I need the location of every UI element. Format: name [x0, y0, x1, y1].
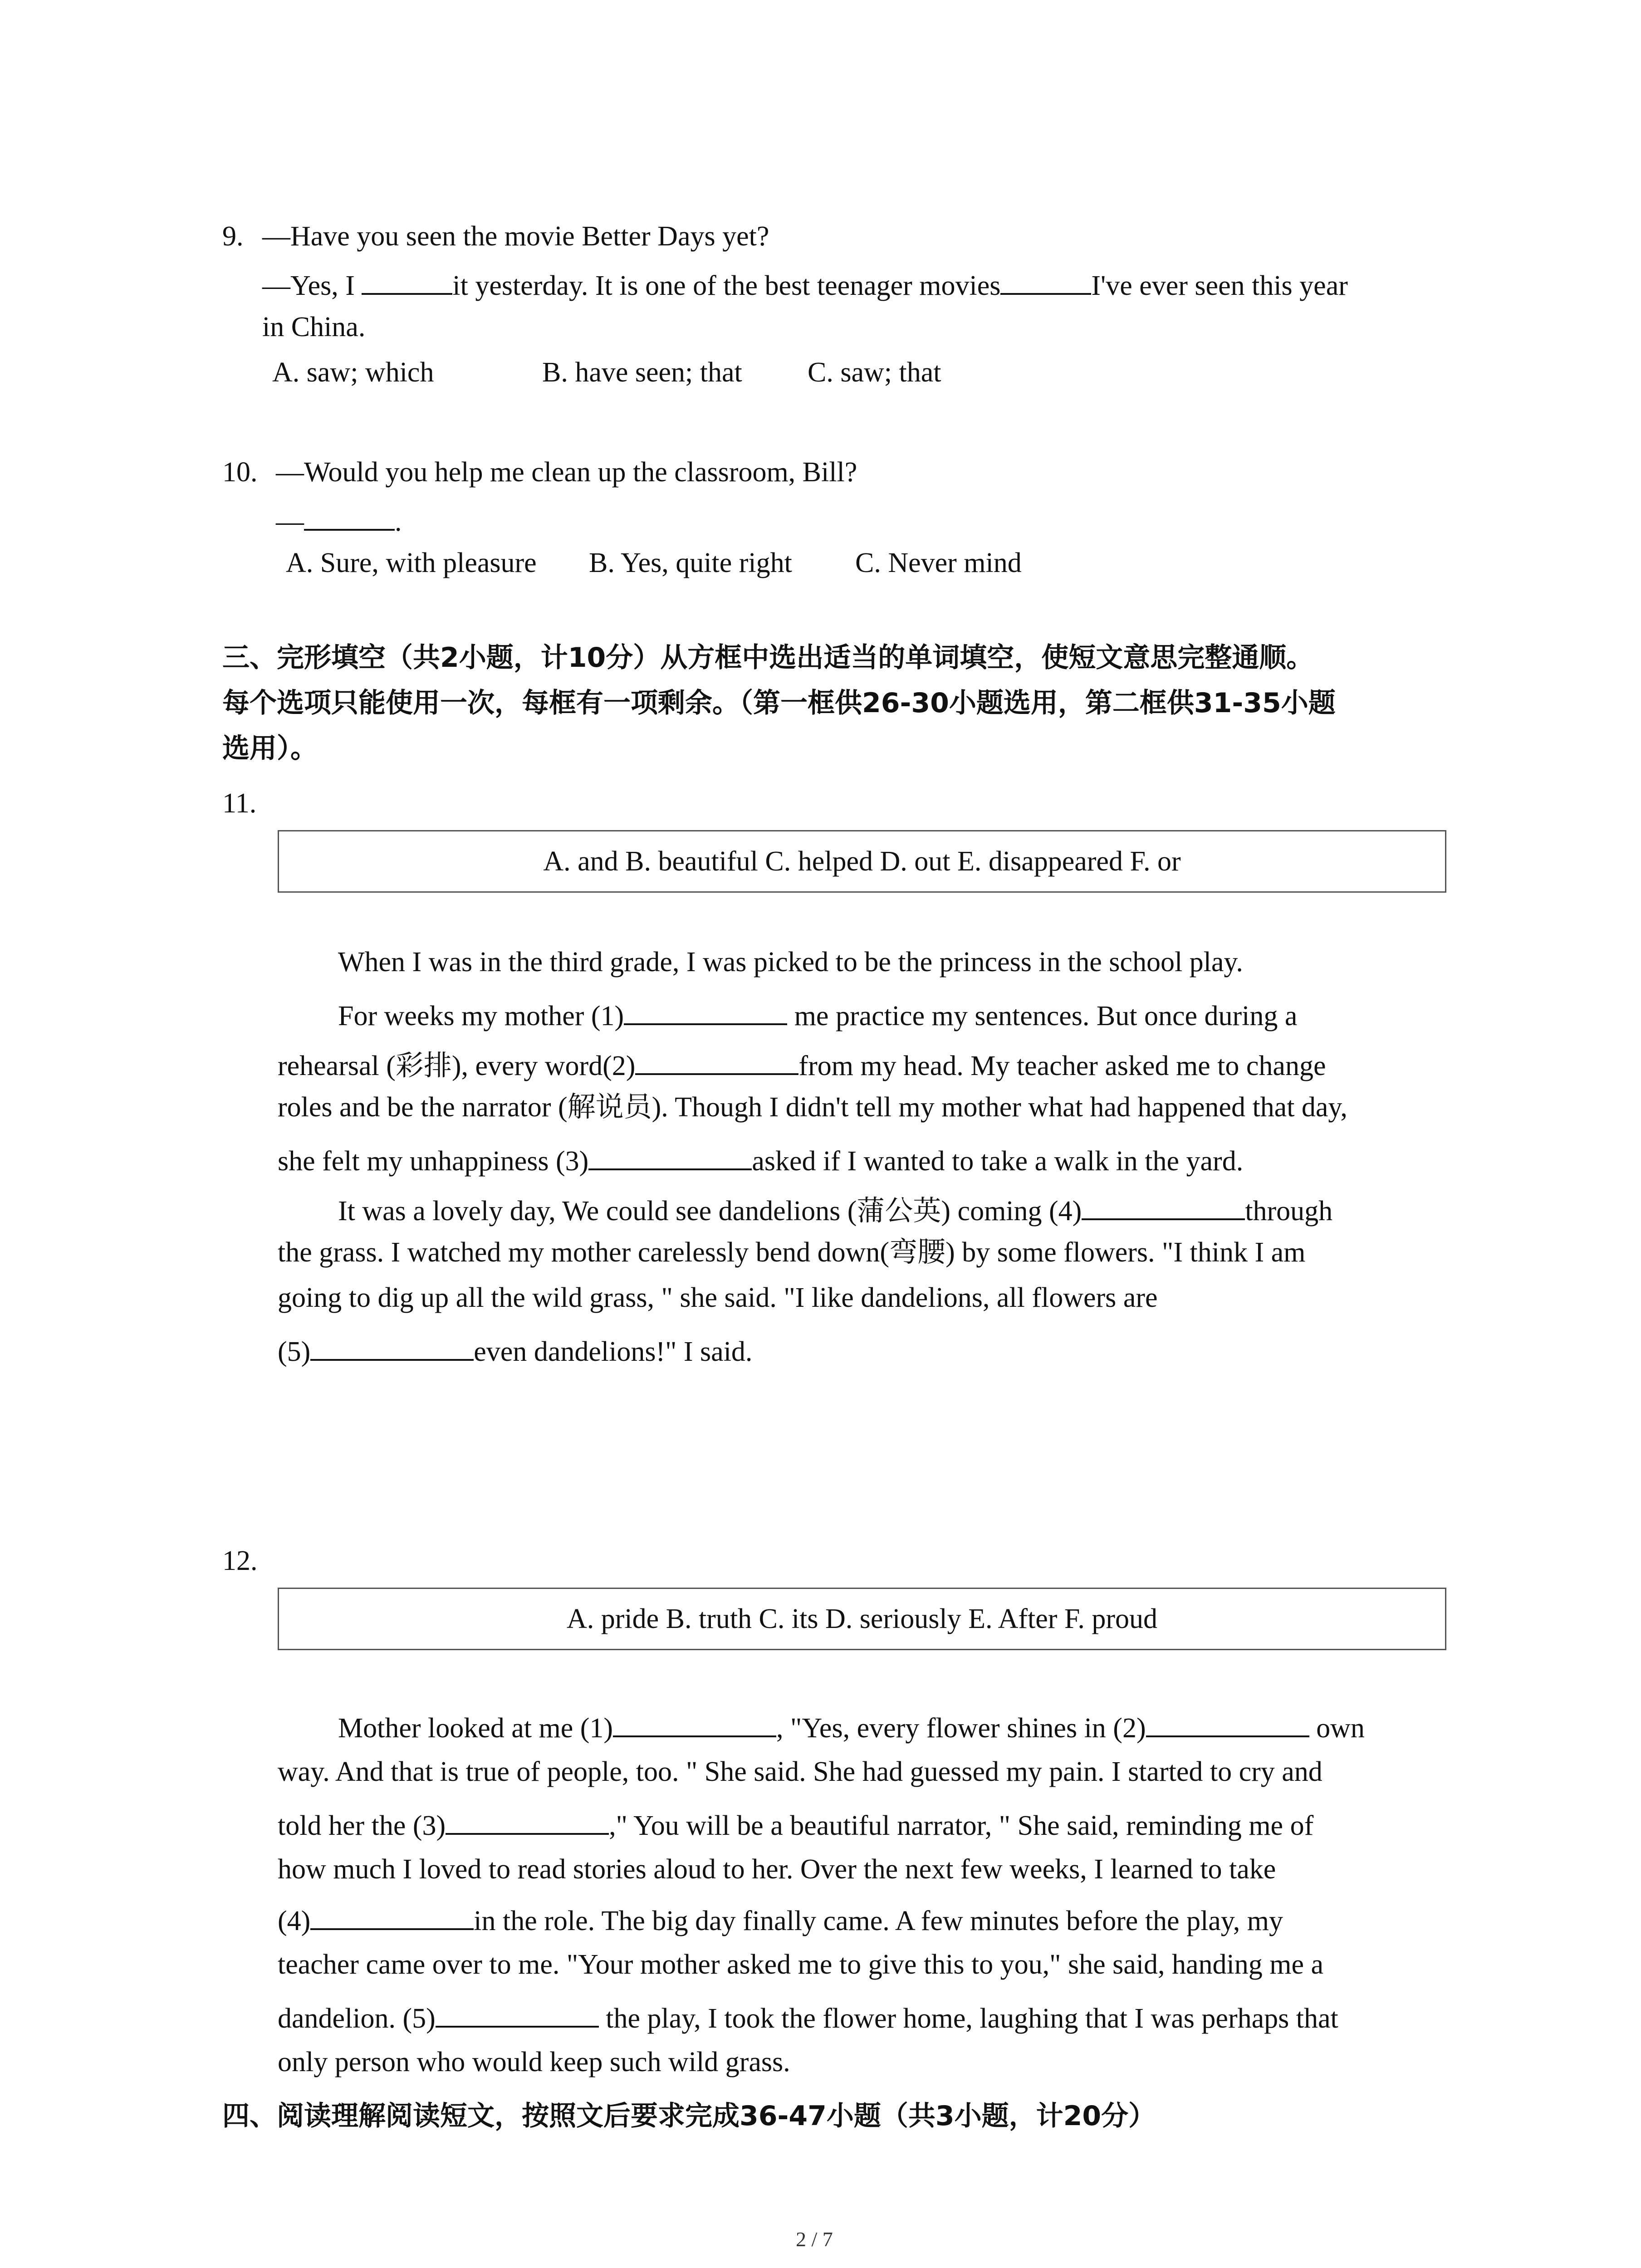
q11-p9-part-a: (5): [278, 1336, 311, 1367]
q10-option-b: B. Yes, quite right: [589, 547, 792, 578]
q11-p5: [278, 1143, 1243, 1175]
q9-line2: [262, 268, 1348, 300]
q9-number: 9.: [222, 221, 244, 252]
answer-blank: [1146, 1710, 1309, 1737]
answer-blank: [635, 1048, 798, 1075]
q11-p9: [278, 1334, 752, 1366]
q12-p4: how much I loved to read stories aloud to her. Over the next few weeks, I learned to take: [278, 1854, 1276, 1885]
q11-p2: [338, 998, 1297, 1030]
q12-p5-part-b: in the role. The big day finally came. A few minutes before the play, my: [474, 1905, 1283, 1936]
q10-option-c: C. Never mind: [855, 547, 1022, 578]
q11-word-box: [278, 830, 1446, 893]
q11-p5-part-b: asked if I wanted to take a walk in the yard.: [752, 1145, 1244, 1177]
q11-p3-part-b: from my head. My teacher asked me to change: [798, 1050, 1326, 1081]
q12-p7-part-b: the play, I took the flower home, laughing that I was perhaps that: [598, 2003, 1338, 2034]
q12-p1-part-c: own: [1309, 1712, 1365, 1744]
q10-line2-dash: —: [276, 506, 304, 537]
q12-p6: teacher came over to me. "Your mother asked me to give this to you," she said, handing me a: [278, 1949, 1324, 1980]
q12-p1-part-b: , "Yes, every flower shines in (2): [776, 1712, 1146, 1744]
q10-number: 10.: [222, 457, 258, 488]
q11-p2-part-a: For weeks my mother (1): [338, 1000, 624, 1031]
answer-blank: [362, 268, 452, 295]
q9-option-b: B. have seen; that: [542, 357, 742, 388]
section3-heading-line1: 三、完形填空（共2小题，计10分）从方框中选出适当的单词填空，使短文意思完整通顺。: [222, 642, 1314, 674]
q9-option-c: C. saw; that: [808, 357, 941, 388]
q9-line2-part-b: it yesterday. It is one of the best teenager movies: [452, 270, 1001, 301]
q11-p6: [338, 1193, 1332, 1225]
q12-word-box-text: A. pride B. truth C. its D. seriously E. After F. proud: [566, 1603, 1158, 1634]
answer-blank: [310, 1334, 474, 1361]
q12-p1: [338, 1710, 1365, 1742]
q11-p4: roles and be the narrator (解说员). Though I didn't tell my mother what had happened that day,: [278, 1092, 1347, 1123]
q12-word-box: [278, 1588, 1446, 1650]
answer-blank: [304, 503, 395, 531]
q11-word-box-text: A. and B. beautiful C. helped D. out E. disappeared F. or: [543, 846, 1181, 877]
q9-option-a: A. saw; which: [272, 357, 434, 388]
answer-blank: [1082, 1193, 1245, 1220]
q12-p3-part-b: ," You will be a beautiful narrator, " She said, reminding me of: [609, 1810, 1314, 1841]
section4-heading: 四、阅读理解阅读短文，按照文后要求完成36-47小题（共3小题，计20分）: [222, 2100, 1156, 2132]
q10-line1: —Would you help me clean up the classroom, Bill?: [276, 457, 857, 488]
q11-number: 11.: [222, 788, 257, 819]
answer-blank: [1000, 268, 1091, 295]
q12-p8: only person who would keep such wild grass.: [278, 2047, 790, 2077]
q9-line3: in China.: [262, 312, 366, 342]
q10-option-a: A. Sure, with pleasure: [286, 547, 537, 578]
q12-number: 12.: [222, 1545, 258, 1576]
q11-p6-part-a: It was a lovely day, We could see dandelions (蒲公英) coming (4): [338, 1195, 1082, 1227]
q12-p3: [278, 1808, 1313, 1840]
q10-line2-end: .: [395, 506, 402, 537]
q11-p9-part-b: even dandelions!" I said.: [474, 1336, 753, 1367]
answer-blank: [436, 2000, 599, 2028]
answer-blank: [446, 1808, 609, 1835]
q12-p1-part-a: Mother looked at me (1): [338, 1712, 613, 1744]
section3-heading-line2: 每个选项只能使用一次，每框有一项剩余。（第一框供26-30小题选用，第二框供31-35小题: [222, 687, 1336, 719]
q11-p6-part-b: through: [1245, 1195, 1333, 1227]
q12-p2: way. And that is true of people, too. " She said. She had guessed my pain. I started to cry and: [278, 1756, 1323, 1787]
q11-p3-part-a: rehearsal (彩排), every word(2): [278, 1050, 636, 1081]
q11-p1: When I was in the third grade, I was picked to be the princess in the school play.: [338, 947, 1243, 978]
q11-p5-part-a: she felt my unhappiness (3): [278, 1145, 589, 1177]
q12-p5: [278, 1903, 1283, 1935]
page-number: 2 / 7: [796, 2228, 833, 2251]
section3-heading-line3: 选用）。: [222, 733, 318, 764]
q9-line1: —Have you seen the movie Better Days yet?: [262, 221, 769, 252]
q12-p5-part-a: (4): [278, 1905, 311, 1936]
q9-line2-part-c: I've ever seen this year: [1091, 270, 1348, 301]
q9-line2-part-a: —Yes, I: [262, 270, 362, 301]
q12-p3-part-a: told her the (3): [278, 1810, 446, 1841]
q12-p7-part-a: dandelion. (5): [278, 2003, 436, 2034]
answer-blank: [624, 998, 787, 1025]
answer-blank: [310, 1903, 474, 1930]
q10-line2: [276, 503, 402, 536]
q11-p8: going to dig up all the wild grass, " she said. "I like dandelions, all flowers are: [278, 1282, 1158, 1313]
q11-p7: the grass. I watched my mother carelessly bend down(弯腰) by some flowers. "I think I am: [278, 1237, 1306, 1268]
answer-blank: [613, 1710, 776, 1737]
q12-p7: [278, 2000, 1338, 2033]
answer-blank: [588, 1143, 752, 1170]
q11-p3: [278, 1048, 1326, 1080]
q11-p2-part-b: me practice my sentences. But once during a: [787, 1000, 1298, 1031]
